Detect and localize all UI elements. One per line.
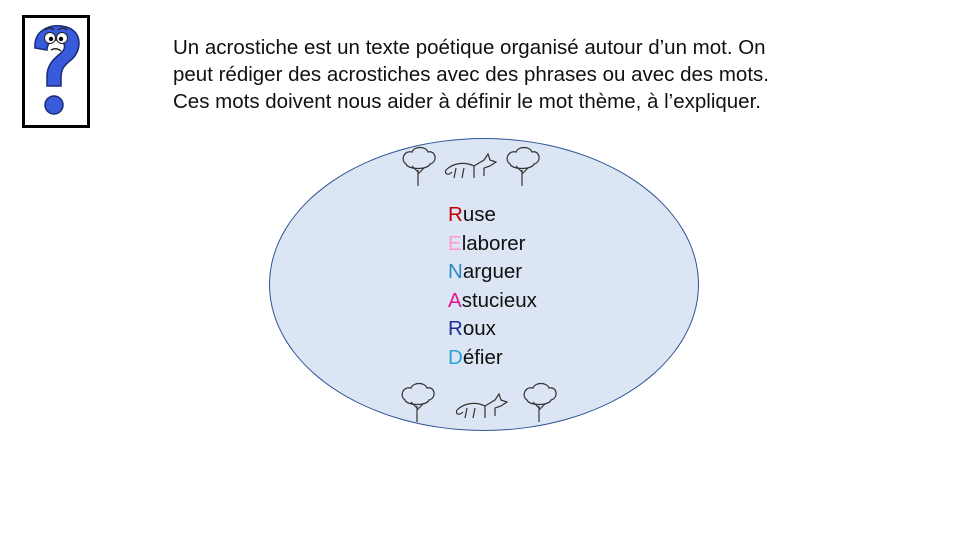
acrostic-line — [448, 315, 537, 344]
acrostic-line — [448, 287, 537, 316]
acrostic-initial: E — [448, 231, 462, 255]
intro-line-2: peut rédiger des acrostiches avec des phrases ou avec des mots. — [173, 63, 769, 86]
tree-icon — [402, 384, 434, 423]
acrostic-rest: laborer — [461, 231, 526, 255]
acrostic-initial: A — [448, 288, 462, 312]
acrostic-rest: stucieux — [461, 288, 537, 312]
question-mark-icon — [25, 18, 87, 125]
acrostic-line — [448, 258, 537, 287]
tree-icon — [403, 148, 435, 187]
bottom-decoration — [399, 382, 564, 424]
acrostic-rest: use — [462, 203, 496, 226]
question-mark-frame — [22, 15, 90, 128]
acrostic-initial: R — [448, 317, 463, 341]
intro-text — [173, 34, 933, 115]
acrostic-initial: D — [448, 345, 463, 369]
acrostic-rest: arguer — [462, 260, 523, 284]
acrostic-initial: N — [448, 260, 463, 284]
acrostic-initial: R — [448, 203, 463, 226]
acrostic-line — [448, 344, 537, 373]
fox-icon — [456, 394, 507, 418]
acrostic-line — [448, 230, 537, 259]
fox-icon — [445, 154, 496, 178]
acrostic-line — [448, 201, 537, 230]
intro-line-3: Ces mots doivent nous aider à définir le mot thème, à l’expliquer. — [173, 90, 761, 113]
top-decoration — [400, 146, 550, 188]
tree-icon — [507, 148, 539, 187]
acrostic-rest: oux — [462, 317, 496, 341]
acrostic-list — [448, 201, 537, 373]
intro-line-1: Un acrostiche est un texte poétique organisé autour d’un mot. On — [173, 36, 766, 59]
tree-icon — [524, 384, 556, 423]
acrostic-rest: éfier — [462, 345, 503, 369]
